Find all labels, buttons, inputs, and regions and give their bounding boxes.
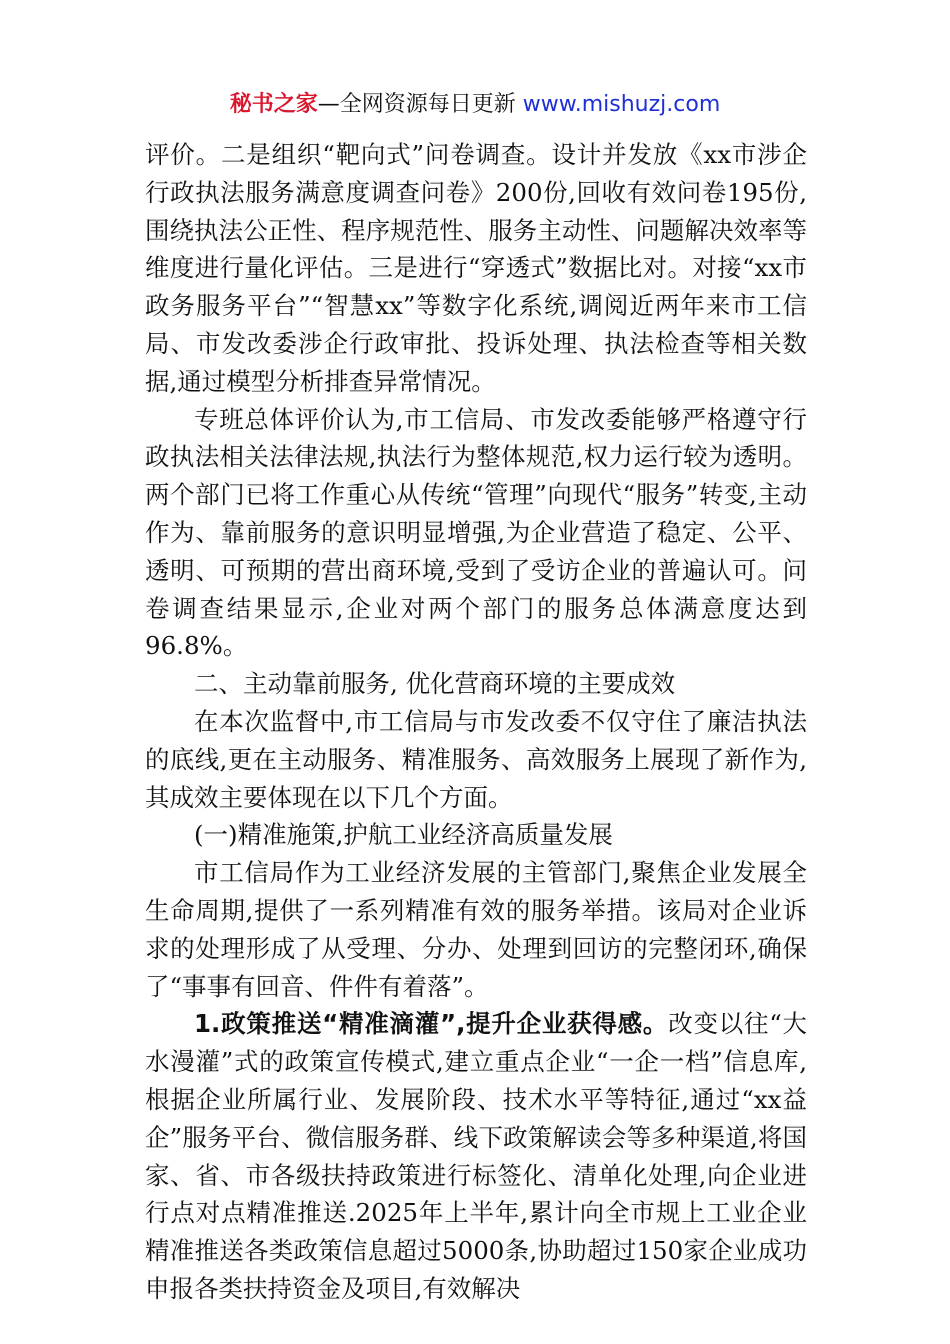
paragraph-overall-evaluation: 专班总体评价认为,市工信局、市发改委能够严格遵守行政执法相关法律法规,执法行为整体规范,权力运行较为透明。两个部门已将工作重心从传统“管理”向现代“服务”转变,主动作为、靠前服务的意识明显增强,为企业营造了稳定、公平、透明、可预期的营出商环境,受到了受访企业的普遍认可。问卷调查结果显示,企业对两个部门的服务总体满意度达到96.8%。 <box>145 404 807 661</box>
policy-push-text: 改变以往“大水漫灌”式的政策宣传模式,建立重点企业“一企一档”信息库,根据企业所属行业、发展阶段、技术水平等特征,通过“xx益企”服务平台、微信服务群、线下政策解读会等多种渠道,将国家、省、市各级扶持政策进行标签化、清单化处理,向企业进行点对点精准推送.2025年上半年,累计向全市规上工业企业精准推送各类政策信息超过5000条,协助超过150家企业成功申报各类扶持资金及项目,有效解决 <box>145 1009 807 1303</box>
site-header <box>0 88 950 122</box>
document-body <box>145 136 807 1308</box>
section-heading-2: 二、主动靠前服务, 优化营商环境的主要成效 <box>194 669 676 699</box>
paragraph-policy-push <box>145 1005 807 1307</box>
paragraph-bureau-overview: 市工信局作为工业经济发展的主管部门,聚焦企业发展全生命周期,提供了一系列精准有效的服务举措。该局对企业诉求的处理形成了从受理、分办、处理到回访的完整闭环,确保了“事事有回音、件件有着落”。 <box>145 858 807 1001</box>
subsection-heading-1: (一)精准施策,护航工业经济高质量发展 <box>194 820 613 850</box>
site-url-link[interactable]: www.mishuzj.com <box>522 92 721 117</box>
paragraph-section-intro: 在本次监督中,市工信局与市发改委不仅守住了廉洁执法的底线,更在主动服务、精准服务、高效服务上展现了新作为,其成效主要体现在以下几个方面。 <box>145 706 807 812</box>
paragraph-survey-methods: 评价。二是组织“靶向式”问卷调查。设计并发放《xx市涉企行政执法服务满意度调查问卷》200份,回收有效问卷195份,围绕执法公正性、程序规范性、服务主动性、问题解决效率等维度进行量化评估。三是进行“穿透式”数据比对。对接“xx市政务服务平台”“智慧xx”等数字化系统,调阅近两年来市工信局、市发改委涉企行政审批、投诉处理、执法检查等相关数据,通过模型分析排查异常情况。 <box>145 140 807 396</box>
policy-push-heading: 1.政策推送“精准滴灌”,提升企业获得感。 <box>194 1009 669 1039</box>
site-tagline: —全网资源每日更新 <box>317 92 523 117</box>
site-brand: 秘书之家 <box>229 92 318 117</box>
